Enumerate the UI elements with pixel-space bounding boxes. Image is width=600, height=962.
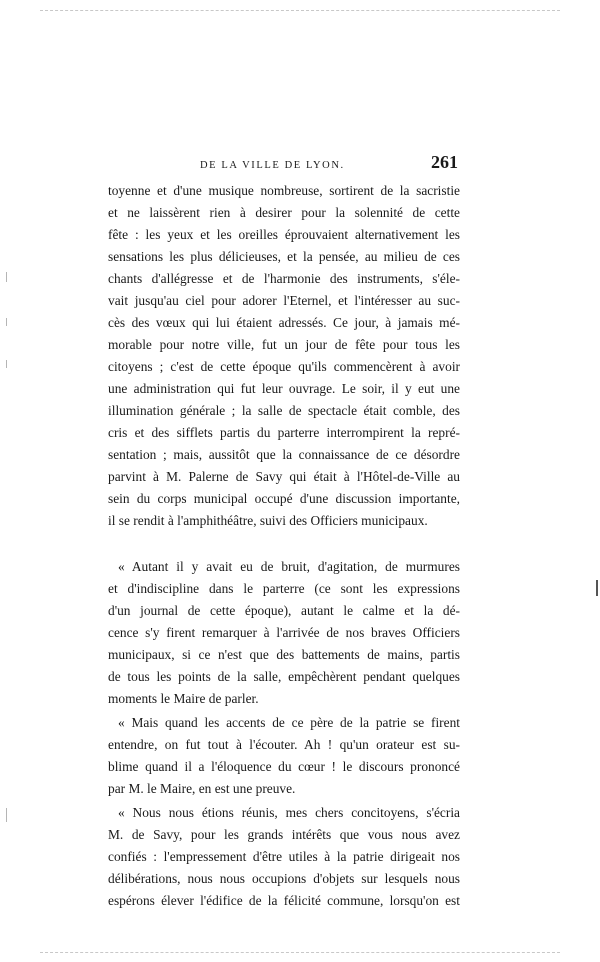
text-line: entendre, on fut tout à l'écouter. Ah ! qu'un orateur est su- [108,737,460,752]
text-line: fête : les yeux et les oreilles éprouvaient alternativement les [108,227,460,242]
left-margin-mark [6,272,7,282]
left-margin-mark [6,318,7,326]
paragraph [108,712,460,800]
text-line: cris et des sifflets partis du parterre interrompirent la repré- [108,425,460,440]
text-line: « Autant il y avait eu de bruit, d'agitation, de murmures [118,559,460,574]
text-line: M. de Savy, pour les grands intérêts que vous nous avez [108,827,460,842]
text-line: chants d'allégresse et de l'harmonie des instruments, s'éle- [108,271,460,286]
right-margin-mark [596,580,598,596]
text-line: parvint à M. Palerne de Savy qui était à l'Hôtel-de-Ville au [108,469,460,484]
text-line: par M. le Maire, en est une preuve. [108,781,296,796]
text-line: municipaux, si ce n'est que des battements de mains, partis [108,647,460,662]
text-line: espérons élever l'édifice de la félicité commune, lorsqu'on est [108,893,460,908]
running-title: DE LA VILLE DE LYON. [200,160,345,171]
text-line: il se rendit à l'amphithéâtre, suivi des Officiers municipaux. [108,513,428,528]
left-margin-mark [6,808,7,822]
text-line: vait jusqu'au ciel pour adorer l'Eternel, et l'intéresser au suc- [108,293,460,308]
text-line: et ne laissèrent rien à desirer pour la solennité de cette [108,205,460,220]
paragraph [108,180,460,532]
text-line: confiés : l'empressement d'être utiles à la patrie dirigeait nos [108,849,460,864]
text-line: d'un journal de cette époque), autant le calme et la dé- [108,603,460,618]
text-line: toyenne et d'une musique nombreuse, sortirent de la sacristie [108,183,460,198]
left-margin-mark [6,360,7,368]
bottom-page-edge [40,952,560,953]
body-text [108,180,460,912]
text-line: sein du corps municipal occupé d'une discussion importante, [108,491,460,506]
text-line: « Nous nous étions réunis, mes chers concitoyens, s'écria [118,805,460,820]
text-line: de tous les points de la salle, empêchèrent pendant quelques [108,669,460,684]
text-line: sensations les plus délicieuses, et la pensée, au milieu de ces [108,249,460,264]
text-line: moments le Maire de parler. [108,691,259,706]
text-line: et d'indiscipline dans le parterre (ce sont les expressions [108,581,460,596]
paragraph [108,556,460,710]
paragraph-gap [108,532,460,556]
text-line: « Mais quand les accents de ce père de la patrie se firent [118,715,460,730]
paragraph [108,802,460,912]
page-header [108,152,458,178]
text-line: morable pour notre ville, fut un jour de fête pour tous les [108,337,460,352]
top-page-edge [40,10,560,11]
page-number: 261 [431,152,458,172]
text-line: blime quand il a l'éloquence du cœur ! le discours prononcé [108,759,460,774]
text-line: cence s'y firent remarquer à l'arrivée de nos braves Officiers [108,625,460,640]
text-line: citoyens ; c'est de cette époque qu'ils commencèrent à avoir [108,359,460,374]
text-line: une administration qui fut leur ouvrage. Le soir, il y eut une [108,381,460,396]
text-line: délibérations, nous nous occupions d'objets sur lesquels nous [108,871,460,886]
text-line: illumination générale ; la salle de spectacle était comble, des [108,403,460,418]
text-line: cès des vœux qui lui étaient adressés. Ce jour, à jamais mé- [108,315,460,330]
text-line: sentation ; mais, aussitôt que la connaissance de ce désordre [108,447,460,462]
